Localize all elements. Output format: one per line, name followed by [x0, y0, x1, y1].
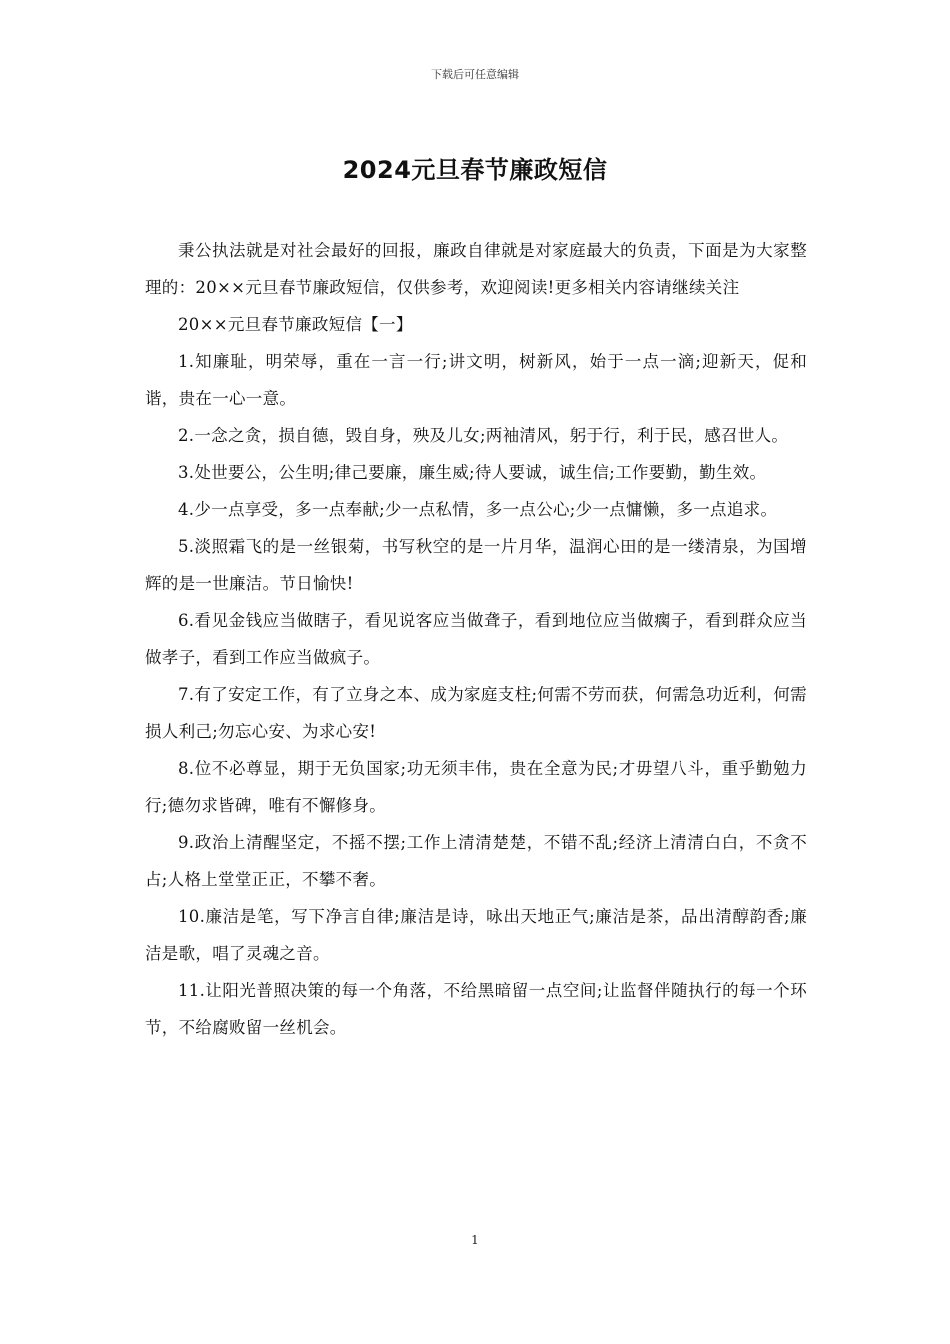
message-item-8: 8.位不必尊显，期于无负国家;功无须丰伟，贵在全意为民;才毋望八斗，重乎勤勉力行;德勿求皆碑，唯有不懈修身。	[145, 759, 807, 815]
document-body	[145, 232, 807, 1046]
document-title: 2024元旦春节廉政短信	[342, 156, 608, 184]
message-item-4: 4.少一点享受，多一点奉献;少一点私情，多一点公心;少一点慵懒，多一点追求。	[178, 500, 778, 519]
message-item-2: 2.一念之贪，损自德，毁自身，殃及儿女;两袖清风，躬于行，利于民，感召世人。	[178, 426, 789, 445]
message-item-11: 11.让阳光普照决策的每一个角落，不给黑暗留一点空间;让监督伴随执行的每一个环节，不给腐败留一丝机会。	[145, 981, 807, 1037]
message-item-9: 9.政治上清醒坚定，不摇不摆;工作上清清楚楚，不错不乱;经济上清清白白，不贪不占;人格上堂堂正正，不攀不奢。	[145, 833, 807, 889]
message-item-5: 5.淡照霜飞的是一丝银菊，书写秋空的是一片月华，温润心田的是一缕清泉，为国增辉的是一世廉洁。节日愉快!	[145, 537, 807, 593]
page-number: 1	[471, 1233, 479, 1247]
message-item-7: 7.有了安定工作，有了立身之本、成为家庭支柱;何需不劳而获，何需急功近利，何需损人利己;勿忘心安、为求心安!	[145, 685, 807, 741]
intro-paragraph: 秉公执法就是对社会最好的回报，廉政自律就是对家庭最大的负责，下面是为大家整理的：20××元旦春节廉政短信，仅供参考，欢迎阅读!更多相关内容请继续关注	[145, 241, 807, 297]
section-heading: 20××元旦春节廉政短信【一】	[178, 315, 413, 334]
message-item-1: 1.知廉耻，明荣辱，重在一言一行;讲文明，树新风，始于一点一滴;迎新天，促和谐，贵在一心一意。	[145, 352, 807, 408]
header-note: 下载后可任意编辑	[431, 68, 519, 81]
message-item-6: 6.看见金钱应当做瞎子，看见说客应当做聋子，看到地位应当做瘸子，看到群众应当做孝子，看到工作应当做疯子。	[145, 611, 807, 667]
message-item-10: 10.廉洁是笔，写下净言自律;廉洁是诗，咏出天地正气;廉洁是茶，品出清醇韵香;廉洁是歌，唱了灵魂之音。	[145, 907, 807, 963]
message-item-3: 3.处世要公，公生明;律己要廉，廉生威;待人要诚，诚生信;工作要勤，勤生效。	[178, 463, 767, 482]
